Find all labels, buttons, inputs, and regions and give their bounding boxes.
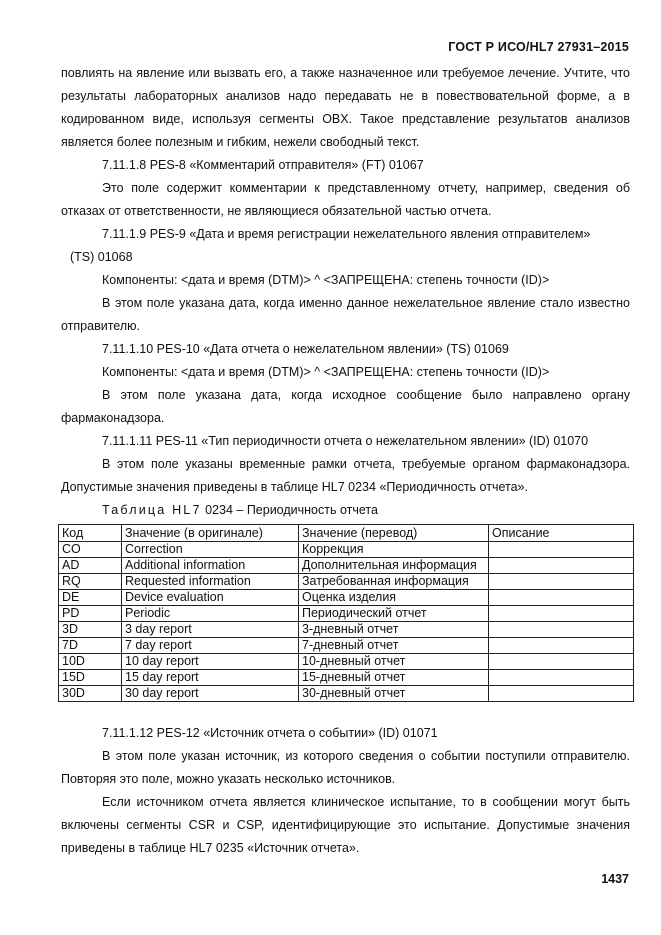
cell-original: Correction (122, 542, 299, 558)
paragraph: Компоненты: <дата и время (DTM)> ^ <ЗАПРЕЩЕНА: степень точности (ID)> (102, 365, 550, 379)
header-translation: Значение (перевод) (299, 525, 489, 542)
cell-translation: Коррекция (299, 542, 489, 558)
table-row (59, 590, 634, 606)
cell-description (489, 686, 634, 702)
cell-code: CO (59, 542, 122, 558)
paragraph: Это поле содержит комментарии к представленному отчету, например, сведения об отказах от ответственности, не являющиеся обязательной частью отчета. (61, 181, 630, 218)
cell-description (489, 606, 634, 622)
cell-original: 15 day report (122, 670, 299, 686)
cell-code: 7D (59, 638, 122, 654)
cell-description (489, 670, 634, 686)
paragraph: 7.11.1.9 PES-9 «Дата и время регистрации нежелательного явления отправителем» (102, 227, 591, 241)
cell-code: 15D (59, 670, 122, 686)
cell-translation: Оценка изделия (299, 590, 489, 606)
cell-code: 10D (59, 654, 122, 670)
page-content (61, 62, 630, 860)
cell-original: Periodic (122, 606, 299, 622)
cell-description (489, 558, 634, 574)
table-row (59, 638, 634, 654)
paragraph: повлиять на явление или вызвать его, а также назначенное или требуемое лечение. Учтите, что результаты лабораторных анализов надо передавать не в повествовательной форме, а в кодированном виде, используя сегменты OBX. Такое представление результатов анализов является более полезным и гибким, нежели свободный текст. (61, 66, 630, 149)
table-row (59, 686, 634, 702)
table-caption-label: Таблица HL7 (102, 503, 202, 517)
paragraph: В этом поле указаны временные рамки отчета, требуемые органом фармаконадзора. Допустимые значения приведены в таблице HL7 0234 «Периодичность отчета». (61, 457, 630, 494)
table-row (59, 654, 634, 670)
header-description: Описание (489, 525, 634, 542)
cell-translation: 15-дневный отчет (299, 670, 489, 686)
cell-original: Additional information (122, 558, 299, 574)
table-header-row (59, 525, 634, 542)
table-row (59, 622, 634, 638)
cell-description (489, 654, 634, 670)
cell-code: RQ (59, 574, 122, 590)
cell-translation: Затребованная информация (299, 574, 489, 590)
table-row (59, 574, 634, 590)
cell-translation: Дополнительная информация (299, 558, 489, 574)
page-number: 1437 (601, 872, 629, 886)
table-caption-title: 0234 – Периодичность отчета (205, 503, 378, 517)
cell-description (489, 638, 634, 654)
cell-original: 10 day report (122, 654, 299, 670)
cell-code: DE (59, 590, 122, 606)
cell-code: AD (59, 558, 122, 574)
cell-translation: Периодический отчет (299, 606, 489, 622)
cell-original: Device evaluation (122, 590, 299, 606)
cell-original: 7 day report (122, 638, 299, 654)
periodicity-table (58, 524, 634, 702)
cell-description (489, 622, 634, 638)
text-after-table (61, 722, 630, 860)
cell-code: 3D (59, 622, 122, 638)
paragraph: (TS) 01068 (70, 250, 133, 264)
paragraph: Если источником отчета является клиническое испытание, то в сообщении могут быть включены сегменты CSR и CSP, идентифицирующие это испытание. Допустимые значения приведены в таблице HL7 0235 «Источник отчета». (61, 795, 630, 855)
cell-description (489, 574, 634, 590)
table-row (59, 606, 634, 622)
cell-translation: 10-дневный отчет (299, 654, 489, 670)
document-header: ГОСТ Р ИСО/HL7 27931–2015 (448, 40, 629, 54)
header-original: Значение (в оригинале) (122, 525, 299, 542)
table-row (59, 542, 634, 558)
paragraph: 7.11.1.10 PES-10 «Дата отчета о нежелательном явлении» (TS) 01069 (102, 342, 509, 356)
paragraph: В этом поле указана дата, когда исходное сообщение было направлено органу фармаконадзора. (61, 388, 630, 425)
paragraph: В этом поле указан источник, из которого сведения о событии поступили отправителю. Повторяя это поле, можно указать несколько источников. (61, 749, 630, 786)
cell-original: 3 day report (122, 622, 299, 638)
cell-original: Requested information (122, 574, 299, 590)
header-code: Код (59, 525, 122, 542)
table-row (59, 558, 634, 574)
text-before-table (61, 62, 630, 499)
cell-translation: 3-дневный отчет (299, 622, 489, 638)
paragraph: 7.11.1.11 PES-11 «Тип периодичности отчета о нежелательном явлении» (ID) 01070 (102, 434, 589, 448)
cell-original: 30 day report (122, 686, 299, 702)
cell-code: 30D (59, 686, 122, 702)
cell-description (489, 590, 634, 606)
table-row (59, 670, 634, 686)
cell-translation: 30-дневный отчет (299, 686, 489, 702)
paragraph: Компоненты: <дата и время (DTM)> ^ <ЗАПРЕЩЕНА: степень точности (ID)> (102, 273, 550, 287)
cell-code: PD (59, 606, 122, 622)
paragraph: В этом поле указана дата, когда именно данное нежелательное явление стало известно отправителю. (61, 296, 630, 333)
cell-translation: 7-дневный отчет (299, 638, 489, 654)
paragraph: 7.11.1.8 PES-8 «Комментарий отправителя» (FT) 01067 (102, 158, 424, 172)
cell-description (489, 542, 634, 558)
table-caption (61, 499, 630, 522)
paragraph: 7.11.1.12 PES-12 «Источник отчета о событии» (ID) 01071 (102, 726, 438, 740)
